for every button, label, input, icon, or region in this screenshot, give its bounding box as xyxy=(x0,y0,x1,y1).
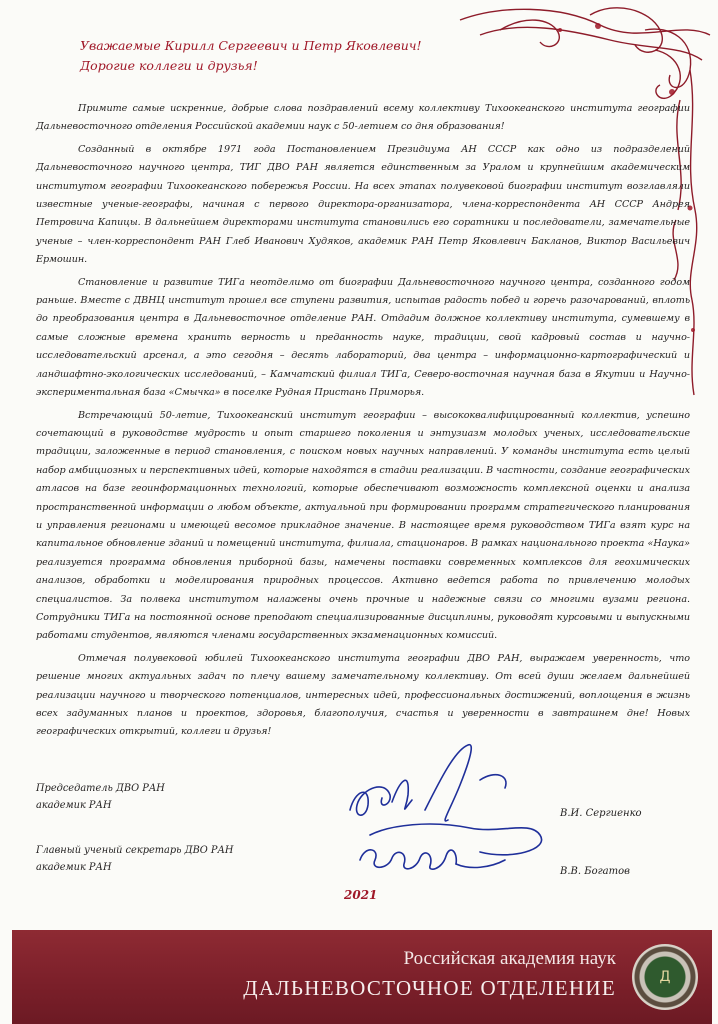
signatory-1-title-line-2: академик РАН xyxy=(36,800,112,811)
signatory-1-title xyxy=(36,780,165,814)
footer-org-line-1: Российская академия наук xyxy=(403,948,616,969)
academy-emblem-icon xyxy=(632,944,698,1010)
greeting-line-1: Уважаемые Кирилл Сергеевич и Петр Яковлевич! xyxy=(80,38,422,53)
paragraph-4: Встречающий 50-летие, Тихоокеанский институт географии – высококвалифицированный коллектив, успешно сочетающий в руководстве мудрость и опыт старшего поколения и энтузиазм молодых ученых, исследовательские традиции, заложенные в период становления, с поиском новых научных направлений. У команды института есть целый набор амбициозных и перспективных идей, которые находятся в стадии реализации. В частности, создание географических атласов на базе геоинформационных технологий, которые обеспечивают возможность комплексной оценки и анализа пространственной информации о любом объекте, актуальной при формировании программ стратегического планирования и управления регионами и имеющей весомое прикладное значение. В настоящее время руководством ТИГа взят курс на капитальное обновление зданий и помещений института, филиала, стационаров. В рамках национального проекта «Наука» реализуется программа обновления приборной базы, намечены поставки современных комплексов для геохимических анализов, обработки и моделирования природных процессов. Активно ведется работа по привлечению молодых специалистов. За полвека институтом налажены очень прочные и надежные связи со многими вузами региона. Сотрудники ТИГа на постоянной основе преподают специализированные дисциплины, руководят курсовыми и выпускными работами студентов, являются членами государственных экзаменационных комиссий. xyxy=(36,409,690,642)
paragraph-2: Созданный в октябре 1971 года Постановлением Президиума АН СССР как одно из подразделений Дальневосточного научного центра, ТИГ ДВО РАН является единственным за Уралом и крупнейшим академическим институтом географии Тихоокеанского побережья России. На всех этапах полувековой биографии институт возглавляли известные ученые-географы, начиная с первого директора-организатора, члена-корреспондента АН СССР Андрея Петровича Капицы. В дальнейшем директорами института становились его соратники и последователи, замечательные ученые – член-корреспондент РАН Глеб Иванович Худяков, академик РАН Петр Яковлевич Бакланов, Виктор Васильевич Ермошин. xyxy=(36,143,690,266)
signatory-2-title-line-1: Главный ученый секретарь ДВО РАН xyxy=(36,845,234,856)
paragraph-1: Примите самые искренние, добрые слова поздравлений всему коллективу Тихоокеанского института географии Дальневосточного отделения Российской академии наук с 50-летием со дня образования! xyxy=(36,103,690,133)
greeting xyxy=(80,36,460,76)
year: 2021 xyxy=(344,888,378,902)
paragraph-3: Становление и развитие ТИГа неотделимо от биографии Дальневосточного научного центра, созданного годом раньше. Вместе с ДВНЦ институт прошел все ступени развития, испытав радость побед и горечь разочарований, вплоть до преобразования центра в Дальневосточное отделение РАН. Отдадим должное коллективу института, сумевшему в самые сложные времена хранить верность и преданность науке, традиции, свой кадровый состав и научно-исследовательский арсенал, а это сегодня – десять лабораторий, два центра – информационно-картографический и ландшафтно-экологических исследований, – Камчатский филиал ТИГа, Северо-восточная научная база в Якутии и Научно-экспериментальная база «Смычка» в поселке Рудная Пристань Приморья. xyxy=(36,276,690,399)
letter-body xyxy=(36,100,690,746)
footer-org-line-2: ДАЛЬНЕВОСТОЧНОЕ ОТДЕЛЕНИЕ xyxy=(243,976,616,1000)
handwritten-signatures xyxy=(330,740,560,890)
signatory-2-title xyxy=(36,842,233,876)
footer-banner xyxy=(12,930,712,1024)
signatory-2-name: В.В. Богатов xyxy=(560,866,630,877)
paragraph-5: Отмечая полувековой юбилей Тихоокеанского института географии ДВО РАН, выражаем уверенность, что решение многих актуальных задач по плечу вашему замечательному коллективу. От всей души желаем дальнейшей реализации научного и творческого потенциалов, интересных идей, профессиональных достижений, воплощения в жизнь всех задуманных планов и проектов, здоровья, благополучия, счастья и уверенности в завтрашнем дне! Новых географических открытий, коллеги и друзья! xyxy=(36,652,690,738)
greeting-line-2: Дорогие коллеги и друзья! xyxy=(80,58,258,73)
signatory-2-title-line-2: академик РАН xyxy=(36,862,112,873)
signatory-1-name: В.И. Сергиенко xyxy=(560,808,642,819)
emblem-glyph: Д xyxy=(659,969,671,985)
signatory-1-title-line-1: Председатель ДВО РАН xyxy=(36,783,165,794)
